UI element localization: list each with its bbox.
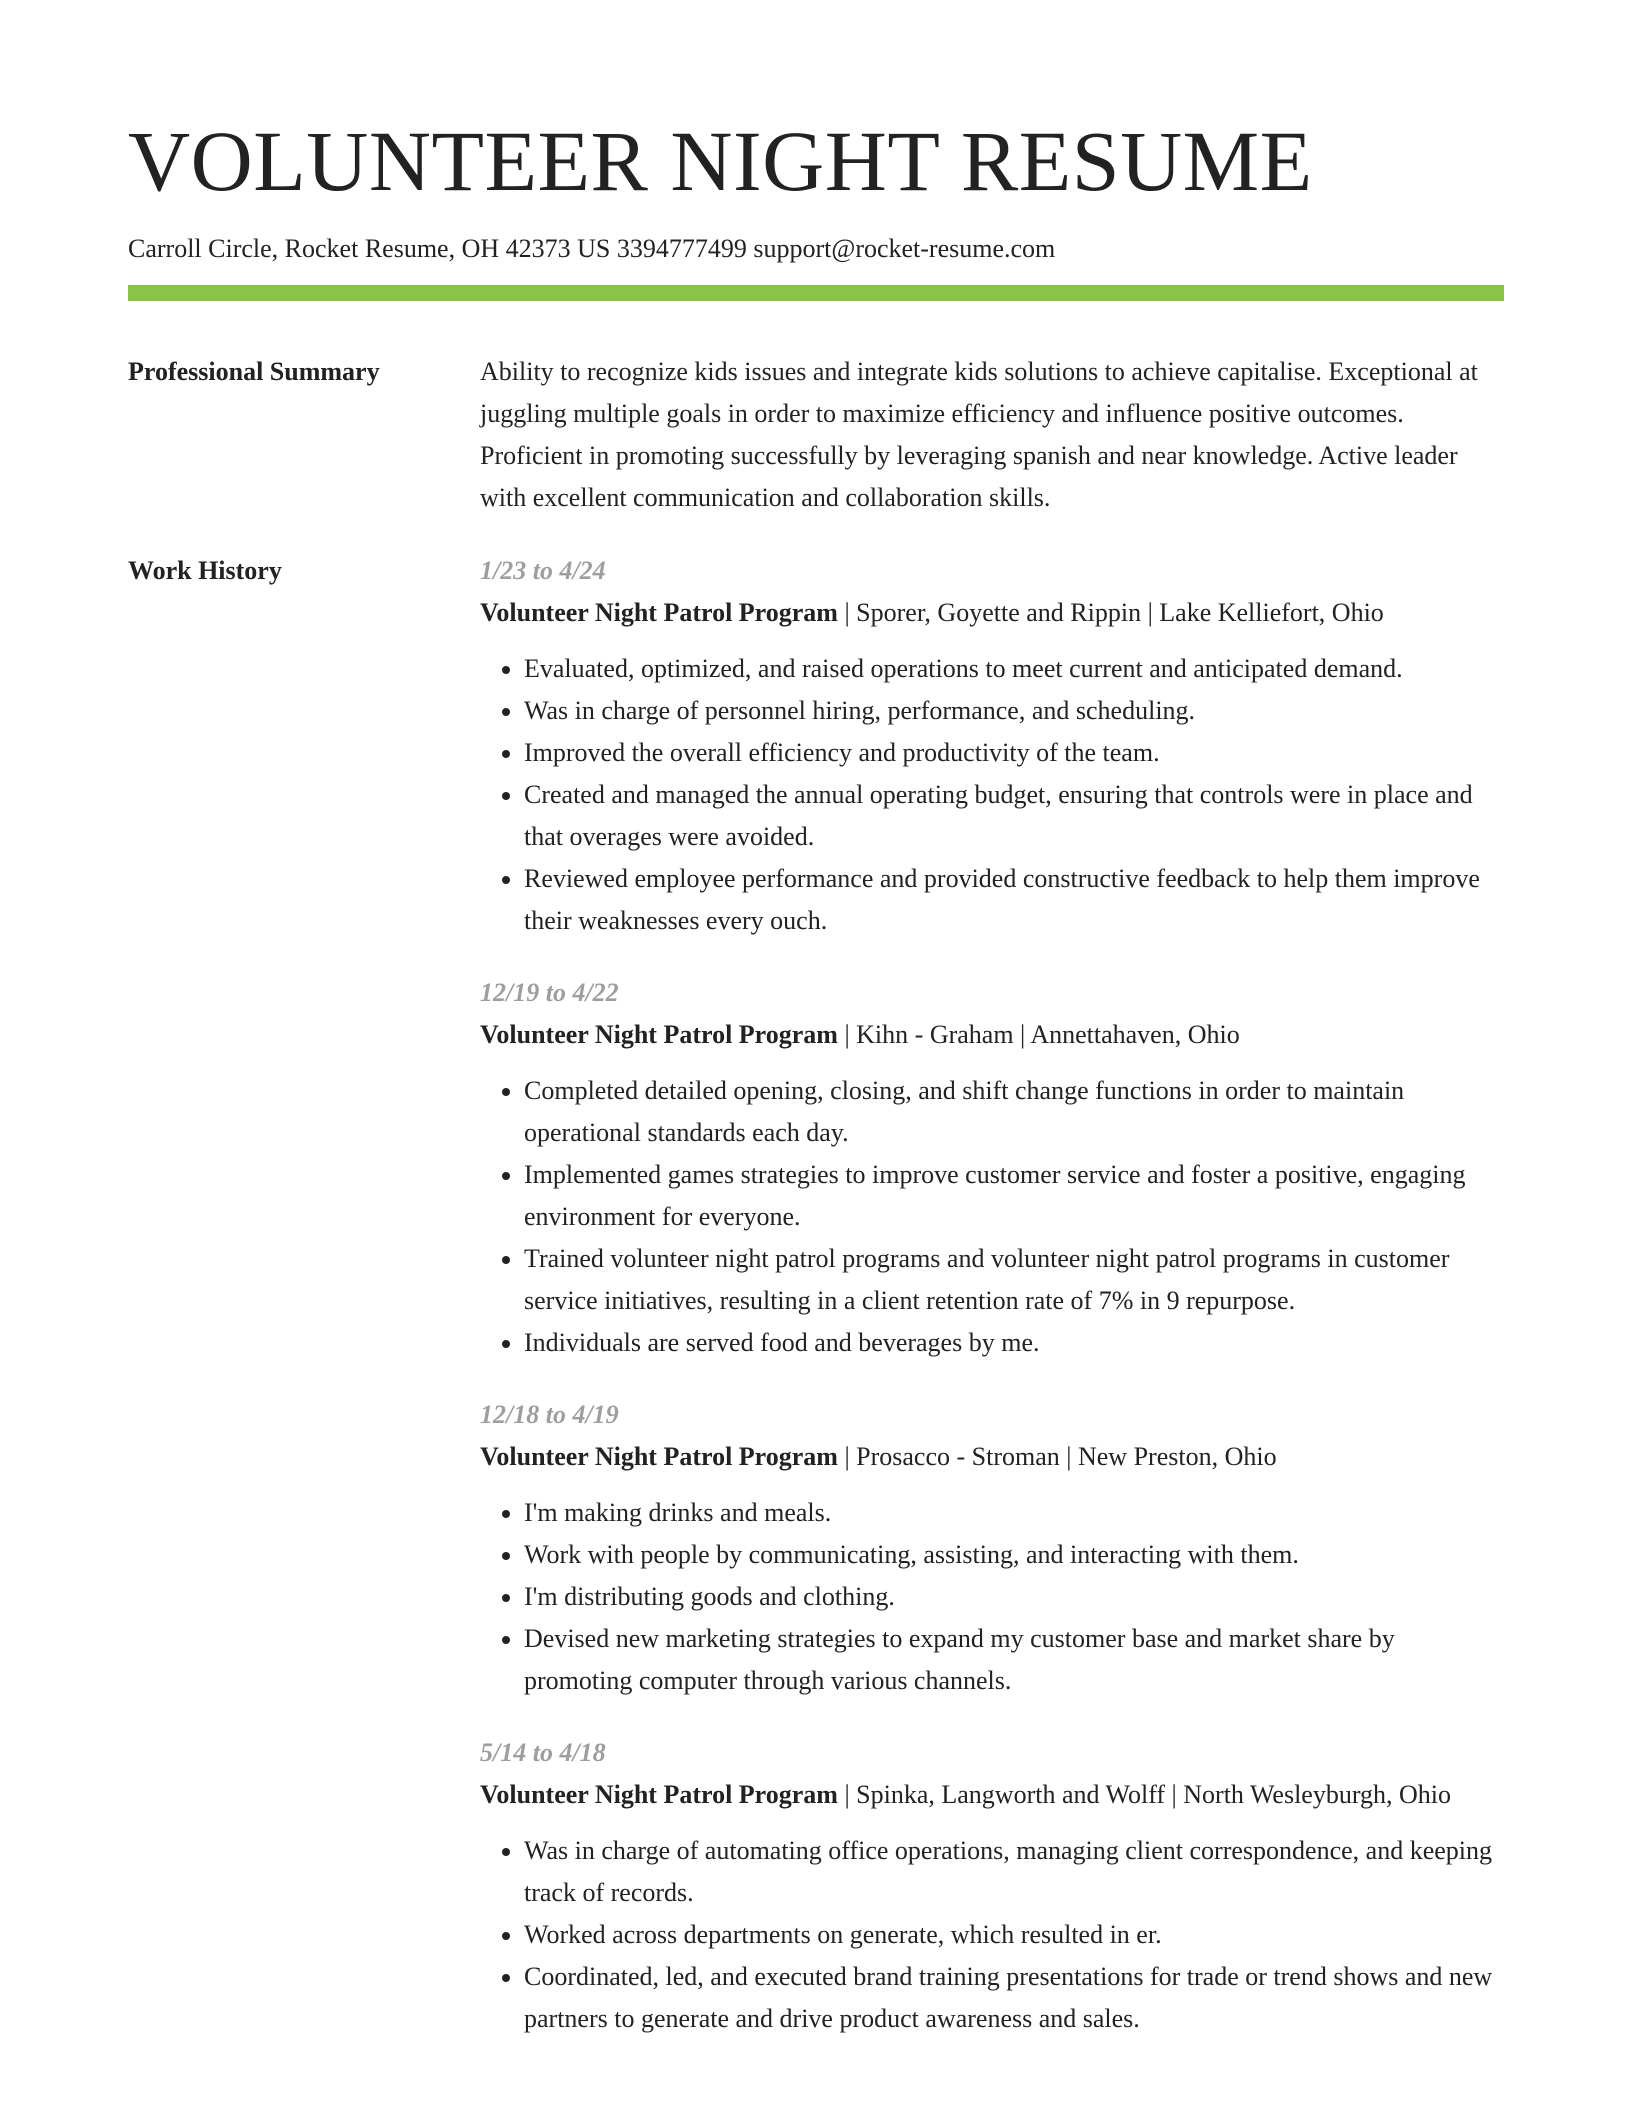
- job-company-location: | Prosacco - Stroman | New Preston, Ohio: [837, 1442, 1277, 1471]
- job-title: Volunteer Night Patrol Program: [480, 1442, 838, 1471]
- job-entry: [480, 1732, 1504, 2040]
- job-bullet-list: [480, 648, 1504, 942]
- summary-heading: Professional Summary: [128, 357, 380, 386]
- contact-line: Carroll Circle, Rocket Resume, OH 42373 US 3394777499 support@rocket-resume.com: [128, 234, 1056, 263]
- job-bullet-list: [480, 1830, 1504, 2040]
- summary-body: [480, 351, 1504, 519]
- job-title: Volunteer Night Patrol Program: [480, 598, 838, 627]
- job-heading: [480, 592, 1504, 634]
- job-bullet-list: [480, 1070, 1504, 1364]
- job-entry: [480, 972, 1504, 1364]
- job-dates: 1/23 to 4/24: [480, 556, 606, 585]
- job-title: Volunteer Night Patrol Program: [480, 1020, 838, 1049]
- job-bullet: • Implemented games strategies to improve customer service and foster a positive, engaging environment for everyone.: [524, 1154, 1504, 1238]
- header-divider: [128, 285, 1504, 301]
- job-bullet: • Trained volunteer night patrol programs and volunteer night patrol programs in customer service initiatives, resulting in a client retention rate of 7% in 9 repurpose.: [524, 1238, 1504, 1322]
- job-bullet: • I'm making drinks and meals.: [524, 1492, 1504, 1534]
- job-bullet: • Evaluated, optimized, and raised operations to meet current and anticipated demand.: [524, 648, 1504, 690]
- job-bullet: • Coordinated, led, and executed brand training presentations for trade or trend shows and new partners to generate and drive product awareness and sales.: [524, 1956, 1504, 2040]
- job-dates: 12/18 to 4/19: [480, 1400, 619, 1429]
- job-bullet: • Was in charge of automating office operations, managing client correspondence, and keeping track of records.: [524, 1830, 1504, 1914]
- job-bullet: • Reviewed employee performance and provided constructive feedback to help them improve their weaknesses every ouch.: [524, 858, 1504, 942]
- job-company-location: | Spinka, Langworth and Wolff | North Wesleyburgh, Ohio: [837, 1780, 1452, 1809]
- job-heading: [480, 1774, 1504, 1816]
- job-bullet: • Was in charge of personnel hiring, performance, and scheduling.: [524, 690, 1504, 732]
- job-heading: [480, 1436, 1504, 1478]
- job-bullet-list: [480, 1492, 1504, 1702]
- job-heading: [480, 1014, 1504, 1056]
- resume-title: VOLUNTEER NIGHT RESUME: [128, 113, 1313, 209]
- job-company-location: | Kihn - Graham | Annettahaven, Ohio: [837, 1020, 1240, 1049]
- job-bullet: • Work with people by communicating, assisting, and interacting with them.: [524, 1534, 1504, 1576]
- work-history-heading: Work History: [128, 556, 282, 585]
- job-bullet: • Completed detailed opening, closing, and shift change functions in order to maintain operational standards each day.: [524, 1070, 1504, 1154]
- job-bullet: • Devised new marketing strategies to expand my customer base and market share by promoting computer through various channels.: [524, 1618, 1504, 1702]
- job-bullet: • Created and managed the annual operating budget, ensuring that controls were in place and that overages were avoided.: [524, 774, 1504, 858]
- job-entry: [480, 550, 1504, 942]
- summary-text: Ability to recognize kids issues and integrate kids solutions to achieve capitalise. Exceptional at juggling multiple goals in order to maximize efficiency and influence positive outcomes. Proficient in promoting successfully by leveraging spanish and near knowledge. Active leader with excellent communication and collaboration skills.: [480, 357, 1478, 512]
- job-dates: 12/19 to 4/22: [480, 978, 619, 1007]
- job-dates: 5/14 to 4/18: [480, 1738, 606, 1767]
- work-history-list: [480, 550, 1504, 2070]
- job-bullet: • Improved the overall efficiency and productivity of the team.: [524, 732, 1504, 774]
- job-entry: [480, 1394, 1504, 1702]
- job-bullet: • I'm distributing goods and clothing.: [524, 1576, 1504, 1618]
- job-company-location: | Sporer, Goyette and Rippin | Lake Kelliefort, Ohio: [837, 598, 1384, 627]
- job-bullet: • Worked across departments on generate, which resulted in er.: [524, 1914, 1504, 1956]
- job-bullet: • Individuals are served food and beverages by me.: [524, 1322, 1504, 1364]
- job-title: Volunteer Night Patrol Program: [480, 1780, 838, 1809]
